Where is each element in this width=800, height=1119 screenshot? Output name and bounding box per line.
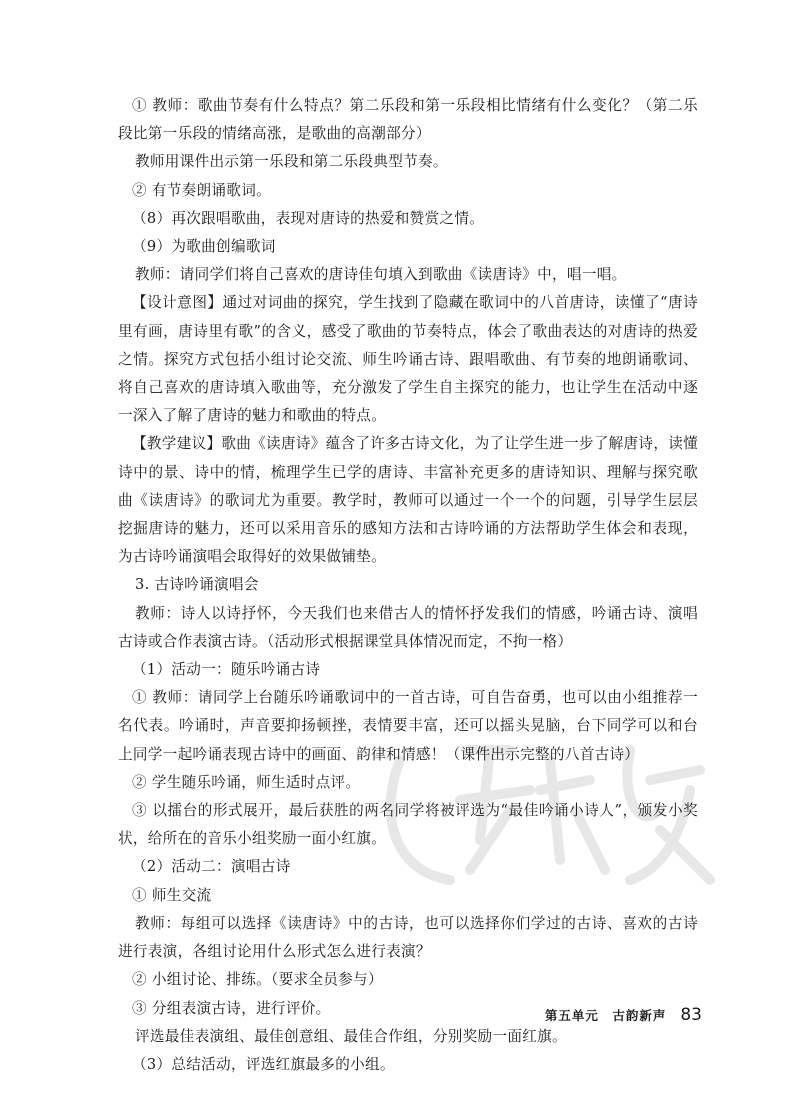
paragraph-activity-1: （1）活动一：随乐吟诵古诗 [132,661,321,679]
section-heading-poetry-concert: 3. 古诗吟诵演唱会 [135,576,259,594]
paragraph-activity-1-step-3: ③ 以擂台的形式展开，最后获胜的两名同学将被评选为“最佳吟诵小诗人”，颁发小奖状，给所在的音乐小组奖励一面小红旗。 [118,802,698,848]
paragraph-design-intent: 【设计意图】通过对词曲的探究，学生找到了隐藏在歌词中的八首唐诗，读懂了“唐诗里有画，唐诗里有歌”的含义，感受了歌曲的节奏特点，体会了歌曲表达的对唐诗的热爱之情。探究方式包括小组讨论交流、师生吟诵古诗、跟唱歌曲、有节奏的地朗诵歌词、将自己喜欢的唐诗填入歌曲等，充分激发了学生自主探究的能力，也让学生在活动中逐一深入了解了唐诗的魅力和歌曲的特点。 [118,294,698,425]
paragraph-teacher-intro: 教师：诗人以诗抒怀，今天我们也来借古人的情怀抒发我们的情感，吟诵古诗、演唱古诗或合作表演古诗。（活动形式根据课堂具体情况而定，不拘一格） [118,604,698,650]
paragraph-step-8: （8）再次跟唱歌曲，表现对唐诗的热爱和赞赏之情。 [132,209,485,227]
paragraph-activity-1-step-2: ② 学生随乐吟诵，师生适时点评。 [132,773,361,791]
main-text [118,92,698,1079]
paragraph-question-rhythm: ① 教师：歌曲节奏有什么特点？第二乐段和第一乐段相比情绪有什么变化？（第二乐段比第一乐段的情绪高涨，是歌曲的高潮部分） [118,97,698,143]
page-number: 83 [680,1005,702,1025]
paragraph-courseware-rhythm: 教师用课件出示第一乐段和第二乐段典型节奏。 [135,153,448,171]
paragraph-activity-2-teacher: 教师：每组可以选择《读唐诗》中的古诗，也可以选择你们学过的古诗、喜欢的古诗进行表演，各组讨论用什么形式怎么进行表演？ [118,914,698,961]
paragraph-activity-3: （3）总结活动，评选红旗最多的小组。 [132,1055,395,1073]
paragraph-activity-2-step-1: ① 师生交流 [132,886,212,904]
paragraph-activity-2: （2）活动二：演唱古诗 [132,858,291,876]
paragraph-recite-lyrics: ② 有节奏朗诵歌词。 [132,181,271,199]
paragraph-step-9: （9）为歌曲创编歌词 [132,238,276,256]
paragraph-awards: 评选最佳表演组、最佳创意组、最佳合作组，分别奖励一面红旗。 [135,1027,567,1045]
page-footer [545,1005,702,1025]
paragraph-teaching-suggestion: 【教学建议】歌曲《读唐诗》蕴含了许多古诗文化，为了让学生进一步了解唐诗，读懂诗中的景、诗中的情，梳理学生已学的唐诗、丰富补充更多的唐诗知识、理解与探究歌曲《读唐诗》的歌词尤为重要。教学时，教师可以通过一个一个的问题，引导学生层层挖掘唐诗的魅力，还可以采用音乐的感知方法和古诗吟诵的方法帮助学生体会和表现，为古诗吟诵演唱会取得好的效果做铺垫。 [118,435,698,566]
paragraph-teacher-fill-poem: 教师：请同学们将自己喜欢的唐诗佳句填入到歌曲《读唐诗》中，唱一唱。 [135,266,627,284]
paragraph-activity-2-step-3: ③ 分组表演古诗，进行评价。 [132,999,331,1017]
footer-unit-title: 第五单元 古韵新声 [544,1008,667,1023]
paragraph-activity-2-step-2: ② 小组讨论、排练。（要求全员参与） [132,971,383,989]
paragraph-activity-1-step-1: ① 教师：请同学上台随乐吟诵歌词中的一首古诗，可自告奋勇，也可以由小组推荐一名代表。吟诵时，声音要抑扬顿挫，表情要丰富，还可以摇头晃脑，台下同学可以和台上同学一起吟诵表现古诗中的画面、韵律和情感！（课件出示完整的八首古诗） [118,689,698,763]
